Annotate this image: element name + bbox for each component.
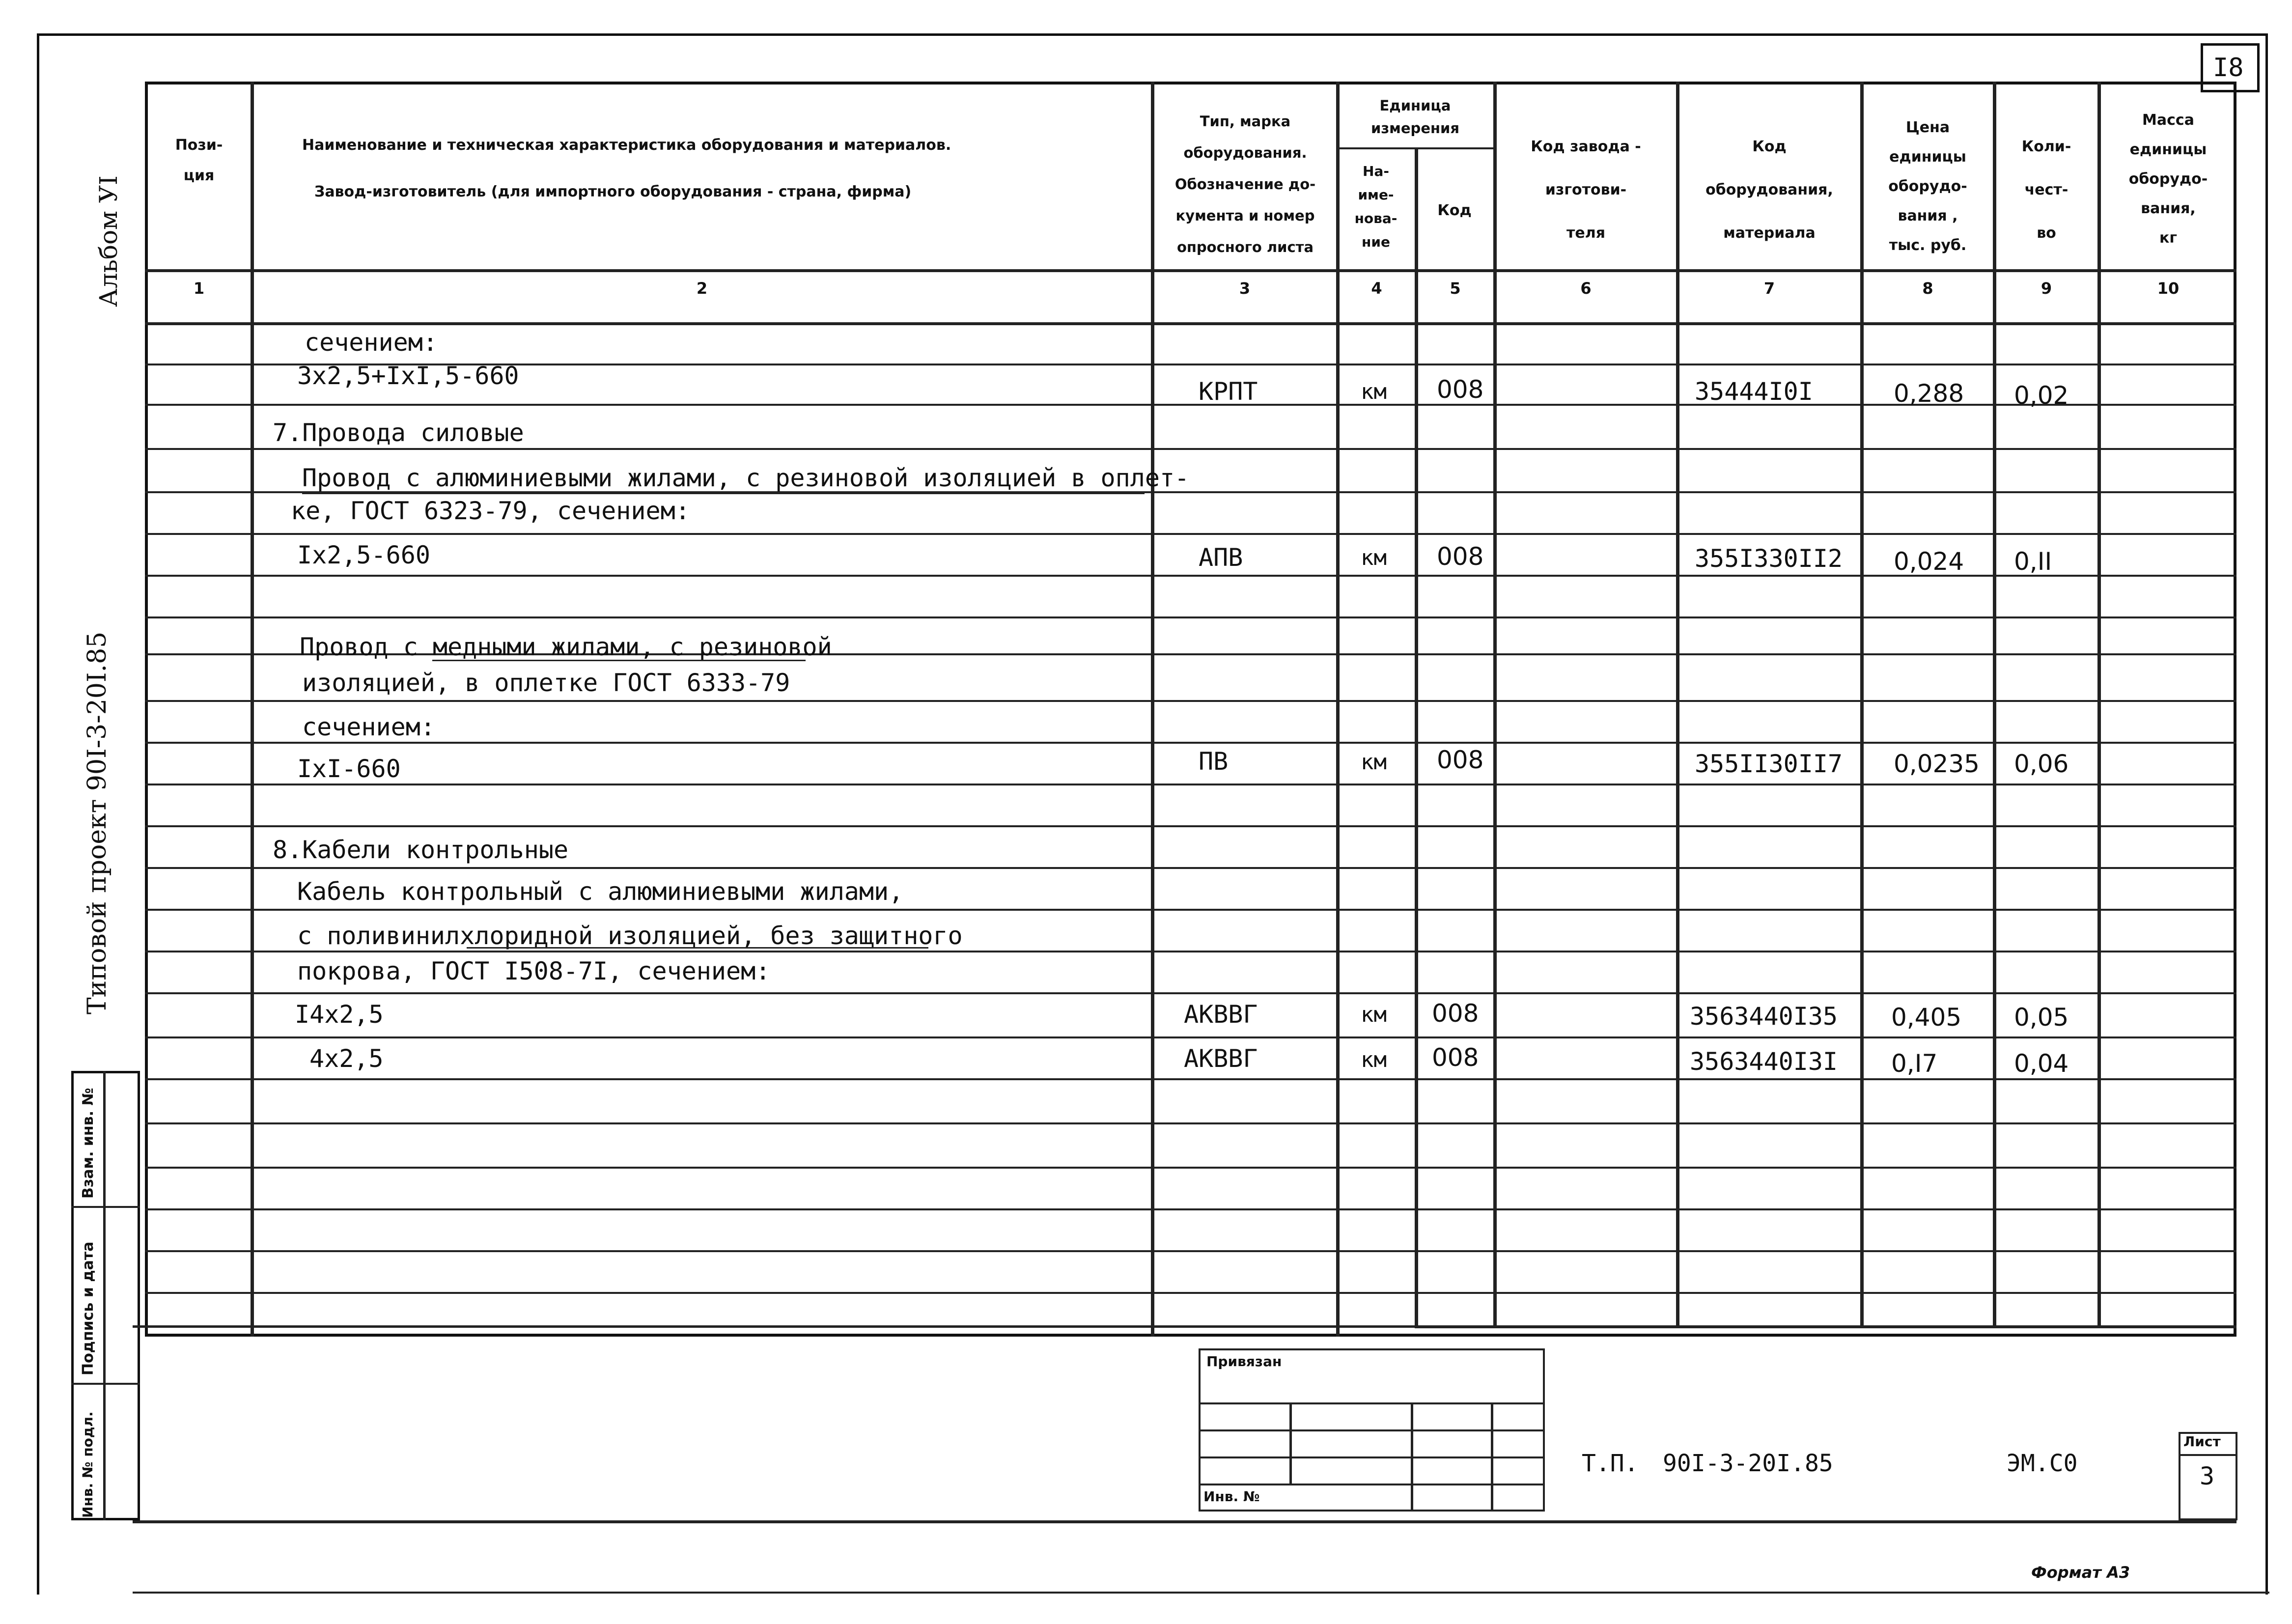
row-2-price: 0,288	[1894, 379, 1964, 408]
colnum-3: 3	[1239, 279, 1251, 298]
row-2-code: 008	[1437, 375, 1484, 404]
colnum-2: 2	[696, 279, 708, 298]
row-3-name: 7.Провода силовые	[273, 419, 524, 447]
inv-no-label: Инв. №	[1203, 1488, 1260, 1505]
row-16-code: 008	[1432, 1043, 1479, 1072]
row-10-price: 0,0235	[1894, 750, 1980, 778]
row-15-price: 0,405	[1891, 1003, 1962, 1032]
doc-code: ЭМ.С0	[2007, 1450, 2078, 1477]
vzam-label: Взам. инв. №	[80, 1088, 97, 1199]
colnum-1: 1	[193, 279, 205, 298]
row-6-name: Iх2,5-660	[297, 541, 430, 569]
row-10-type: ПВ	[1199, 747, 1229, 776]
colnum-4: 4	[1371, 279, 1382, 298]
row-15-type: АКВВГ	[1184, 1000, 1258, 1029]
header-col9: Коли- чест- во	[2021, 138, 2071, 242]
row-2-qty: 0,02	[2014, 381, 2069, 410]
row-2-type: КРПТ	[1199, 377, 1258, 406]
row-6-material-code: 355I330II2	[1695, 544, 1843, 573]
row-6-code: 008	[1437, 542, 1484, 571]
header-col1: Пози- ция	[175, 137, 223, 184]
privyazan-label: Привязан	[1206, 1353, 1282, 1370]
row-11-name: 8.Кабели контрольные	[273, 836, 569, 864]
header-col8: Цена единицы оборудо- вания , тыс. руб.	[1888, 119, 1967, 254]
row-7-name: Провод с медными жилами, с резиновой	[300, 633, 832, 661]
row-10-material-code: 355II30II7	[1695, 750, 1843, 778]
header-unit: Единица измерения	[1371, 97, 1459, 137]
row-2-material-code: 35444I0I	[1695, 377, 1813, 406]
header-col5: Код	[1437, 202, 1472, 219]
colnum-6: 6	[1580, 279, 1592, 298]
header-col2-line1: Наименование и техническая характеристика оборудования и материалов.	[302, 137, 951, 154]
list-label: Лист	[2183, 1433, 2221, 1450]
row-6-price: 0,024	[1894, 547, 1964, 576]
corner-number: I8	[2213, 53, 2244, 83]
row-15-code: 008	[1432, 999, 1479, 1028]
row-12-name: Кабель контрольный с алюминиевыми жилами,	[297, 877, 904, 906]
header-col4: На- име- нова- ние	[1354, 163, 1398, 250]
row-10-qty: 0,06	[2014, 750, 2069, 778]
row-9-name: сечением:	[302, 713, 435, 741]
row-6-unit: км	[1361, 545, 1387, 570]
project-label: Типовой проект 90I-3-20I.85	[83, 631, 112, 1014]
row-5-name: ке, ГОСТ 6323-79, сечением:	[291, 497, 690, 525]
row-15-unit: км	[1361, 1002, 1387, 1027]
row-10-unit: км	[1361, 750, 1387, 775]
title-block-area	[133, 1325, 2236, 1522]
row-16-qty: 0,04	[2014, 1049, 2069, 1078]
header-col2-line2: Завод-изготовитель (для импортного оборудования - страна, фирма)	[314, 183, 912, 200]
row-14-name: покрова, ГОСТ I508-7I, сечением:	[297, 957, 771, 985]
row-1-name: сечением:	[305, 328, 438, 357]
row-15-material-code: 3563440I35	[1690, 1002, 1838, 1031]
row-10-code: 008	[1437, 746, 1484, 774]
row-8-name: изоляцией, в оплетке ГОСТ 6333-79	[302, 669, 790, 697]
row-15-qty: 0,05	[2014, 1003, 2069, 1032]
row-15-name: I4х2,5	[295, 1000, 384, 1029]
colnum-5: 5	[1450, 279, 1461, 298]
row-16-name: 4х2,5	[309, 1044, 384, 1073]
colnum-7: 7	[1763, 279, 1775, 298]
row-16-material-code: 3563440I3I	[1690, 1047, 1838, 1076]
row-6-qty: 0,II	[2014, 547, 2052, 576]
colnum-10: 10	[2157, 279, 2180, 298]
row-16-unit: км	[1361, 1047, 1387, 1072]
row-10-name: IхI-660	[297, 755, 401, 783]
row-4-name: Провод с алюминиевыми жилами, с резиновой изоляцией в оплет-	[302, 464, 1190, 492]
header-col3: Тип, марка оборудования. Обозначение до- кумента и номер опросного листа	[1174, 113, 1316, 255]
header-col10: Масса единицы оборудо- вания, кг	[2128, 112, 2208, 247]
colnum-8: 8	[1922, 279, 1933, 298]
row-16-type: АКВВГ	[1184, 1044, 1258, 1073]
podpis-label: Подпись и дата	[80, 1241, 97, 1375]
header-col7: Код оборудования, материала	[1705, 138, 1833, 242]
list-number: 3	[2200, 1462, 2215, 1490]
row-6-type: АПВ	[1199, 543, 1243, 572]
colnum-9: 9	[2040, 279, 2052, 298]
header-col6: Код завода - изготови- теля	[1531, 138, 1641, 242]
project-number: 90I-3-20I.85	[1663, 1450, 1833, 1477]
album-label: Альбом УI	[94, 175, 123, 307]
inv-podl-label: Инв. № подл.	[80, 1411, 96, 1518]
row-16-price: 0,I7	[1891, 1049, 1938, 1078]
row-2-name: 3х2,5+IхI,5-660	[297, 362, 519, 390]
row-2-unit: км	[1361, 379, 1387, 404]
sheet-frame-bottom	[133, 1592, 2269, 1594]
format-label: Формат А3	[2031, 1563, 2130, 1582]
tp-label: Т.П.	[1582, 1450, 1639, 1477]
row-13-name: с поливинилхлоридной изоляцией, без защитного	[297, 922, 963, 950]
